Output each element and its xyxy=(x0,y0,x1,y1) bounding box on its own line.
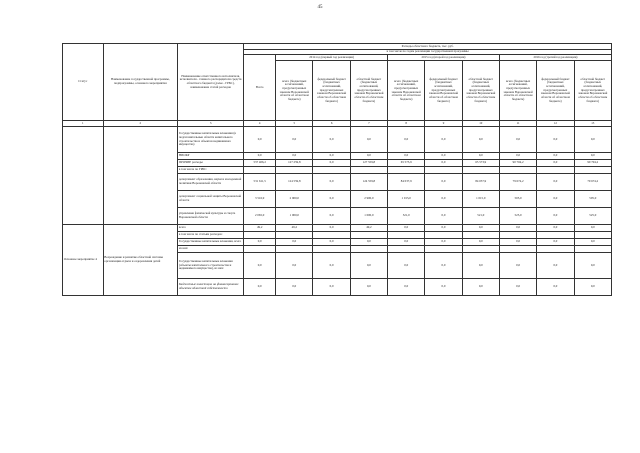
row-value: 521,0 xyxy=(388,208,425,225)
row-value: 0,0 xyxy=(276,253,313,279)
row-value: 2 065,0 xyxy=(244,208,276,225)
row-value: 0,0 xyxy=(388,253,425,279)
row-value: 124 559,8 xyxy=(276,174,313,191)
row-value: 0,0 xyxy=(462,225,499,232)
row-value xyxy=(244,246,276,253)
row-value xyxy=(388,246,425,253)
row-value: 0,0 xyxy=(462,127,499,153)
row-value: 1 000,0 xyxy=(276,208,313,225)
row-value xyxy=(425,246,462,253)
row-executor: всего xyxy=(178,225,244,232)
row-value xyxy=(462,246,499,253)
row-value: 0,0 xyxy=(499,279,536,296)
column-index: 4 xyxy=(244,121,276,127)
executor-header: Наименование ответственного исполнителя, исполнителя - главного распорядителя средств областного бюджета (далее - ГРБС), наименование статей расходов xyxy=(178,44,244,121)
row-value: 0,0 xyxy=(574,153,611,160)
row-value: 49,2 xyxy=(244,225,276,232)
row-value xyxy=(574,232,611,239)
row-executor: управление физической культуры и спорта Воронежской области xyxy=(178,208,244,225)
row-value: 0,0 xyxy=(350,127,387,153)
row-value xyxy=(537,246,574,253)
row-value: 0,0 xyxy=(574,225,611,232)
row-value xyxy=(499,232,536,239)
row-value: 0,0 xyxy=(499,239,536,246)
row-value: 0,0 xyxy=(388,225,425,232)
row-value: 0,0 xyxy=(276,127,313,153)
row-value: 90 704,2 xyxy=(499,160,536,167)
row-value: 0,0 xyxy=(425,174,462,191)
row-value: 0,0 xyxy=(425,191,462,208)
row-value xyxy=(499,167,536,174)
sub-col-regional: областной бюджет (бюджетных ассигнований, предусмотренных законом Воронежской области об областном бюджете) xyxy=(350,61,387,121)
event-status: Основное мероприятие 4 xyxy=(63,225,104,296)
row-value: 0,0 xyxy=(276,279,313,296)
sub-col-regional: областной бюджет (бюджетных ассигнований, предусмотренных законом Воронежской области об областном бюджете) xyxy=(574,61,611,121)
column-index: 6 xyxy=(313,121,350,127)
column-index: 2 xyxy=(103,121,178,127)
row-value: 1 015,0 xyxy=(462,191,499,208)
row-value: 0,0 xyxy=(537,174,574,191)
row-value xyxy=(313,167,350,174)
row-value xyxy=(425,232,462,239)
row-value: 0,0 xyxy=(537,153,574,160)
row-value: 0,0 xyxy=(276,239,313,246)
row-executor: Государственные капитальные вложения, всего xyxy=(178,239,244,246)
row-value: 0,0 xyxy=(425,239,462,246)
year-header-2015: 2015 год (второй год реализации) xyxy=(388,55,500,61)
row-value: 0,0 xyxy=(388,153,425,160)
row-value: 0,0 xyxy=(313,127,350,153)
row-value: 0,0 xyxy=(499,253,536,279)
sub-col-total: всего (бюджетных ассигнований, предусмотренных законом Воронежской области об областном бюджете) xyxy=(276,61,313,121)
expenses-title: Расходы областного бюджета, тыс. руб. xyxy=(244,44,612,50)
row-value: 0,0 xyxy=(388,127,425,153)
row-value: 49,2 xyxy=(350,225,387,232)
row-value: 0,0 xyxy=(499,127,536,153)
row-value: 0,0 xyxy=(574,253,611,279)
row-value: 525,0 xyxy=(574,208,611,225)
row-value: 3 516,9 xyxy=(244,191,276,208)
sub-col-federal: федеральный бюджет (бюджетных ассигнований, предусмотренных законом Воронежской области об областном бюджете) xyxy=(425,61,462,121)
row-value: 0,0 xyxy=(537,225,574,232)
year-header-2014: 2014 год (первый год реализации) xyxy=(276,55,388,61)
status-header: Статус xyxy=(63,44,104,121)
column-index: 7 xyxy=(350,121,387,127)
row-value: 0,0 xyxy=(425,208,462,225)
row-value xyxy=(350,246,387,253)
row-value: 0,0 xyxy=(537,279,574,296)
row-value: 0,0 xyxy=(462,239,499,246)
budget-table xyxy=(62,43,612,296)
row-value: 0,0 xyxy=(350,279,387,296)
column-index: 1 xyxy=(63,121,104,127)
row-value: 0,0 xyxy=(244,279,276,296)
row-value: 537 406,2 xyxy=(244,160,276,167)
row-value: 0,0 xyxy=(425,160,462,167)
row-executor: в том числе по статьям расходов: xyxy=(178,232,244,239)
table-row xyxy=(63,127,612,153)
column-index: 3 xyxy=(178,121,244,127)
row-value: 0,0 xyxy=(425,153,462,160)
page-number: 45 xyxy=(317,5,323,10)
row-value: 0,0 xyxy=(313,191,350,208)
row-value xyxy=(350,232,387,239)
row-value xyxy=(425,167,462,174)
row-executor: департамент социальной защиты Воронежской области xyxy=(178,191,244,208)
row-value: 0,0 xyxy=(244,239,276,246)
row-executor: ПРОЧИЕ расходы xyxy=(178,160,244,167)
row-value: 0,0 xyxy=(537,127,574,153)
row-value xyxy=(462,167,499,174)
row-value: 0,0 xyxy=(462,253,499,279)
program-cell-empty xyxy=(103,127,178,225)
row-value: 0,0 xyxy=(425,279,462,296)
row-value: 531 611,5 xyxy=(244,174,276,191)
row-value: 0,0 xyxy=(244,153,276,160)
row-value xyxy=(276,167,313,174)
row-value: 0,0 xyxy=(388,279,425,296)
sub-col-total: всего (бюджетных ассигнований, предусмотренных законом Воронежской области об областном бюджете) xyxy=(499,61,536,121)
row-value: 0,0 xyxy=(276,153,313,160)
row-value: 0,0 xyxy=(313,253,350,279)
sub-col-total: всего (бюджетных ассигнований, предусмотренных законом Воронежской области об областном бюджете) xyxy=(388,61,425,121)
row-value: 0,0 xyxy=(537,160,574,167)
row-value: 0,0 xyxy=(537,253,574,279)
row-value: 0,0 xyxy=(313,225,350,232)
row-value: 0,0 xyxy=(462,153,499,160)
column-index: 11 xyxy=(499,121,536,127)
column-index: 12 xyxy=(537,121,574,127)
row-value: 65 573,9 xyxy=(388,160,425,167)
row-value: 84 037,9 xyxy=(462,174,499,191)
row-value xyxy=(313,232,350,239)
row-value xyxy=(388,167,425,174)
row-value: 49,2 xyxy=(276,225,313,232)
row-value: 0,0 xyxy=(244,253,276,279)
row-value xyxy=(313,246,350,253)
column-index: 9 xyxy=(425,121,462,127)
event-name: Возрождение и развитие областной системы организации отдыха и оздоровления детей xyxy=(103,225,178,296)
row-value: 79 674,2 xyxy=(499,174,536,191)
sub-col-regional: областной бюджет (бюджетных ассигнований, предусмотренных законом Воронежской области об областном бюджете) xyxy=(462,61,499,121)
row-value xyxy=(537,232,574,239)
row-value xyxy=(276,246,313,253)
column-index: 13 xyxy=(574,121,611,127)
row-value xyxy=(244,167,276,174)
expenses-subtitle: в том числе по годам реализации государственной программы xyxy=(244,49,612,55)
row-value xyxy=(574,167,611,174)
row-value xyxy=(388,232,425,239)
row-value: 127 559,8 xyxy=(350,160,387,167)
row-value: 525,0 xyxy=(499,208,536,225)
row-value: 0,0 xyxy=(499,153,536,160)
row-value: 0,0 xyxy=(313,239,350,246)
row-value: 0,0 xyxy=(350,253,387,279)
row-value: 0,0 xyxy=(462,279,499,296)
row-value: 0,0 xyxy=(574,239,611,246)
row-value: 0,0 xyxy=(537,239,574,246)
row-value xyxy=(276,232,313,239)
row-executor: Бюджетные инвестиции на финансирование объектов областной собственности xyxy=(178,279,244,296)
row-value: 0,0 xyxy=(313,153,350,160)
status-cell-empty xyxy=(63,127,104,225)
row-executor: НИОКР xyxy=(178,153,244,160)
row-value xyxy=(574,246,611,253)
program-header: Наименование государственной программы, подпрограммы, основного мероприятия xyxy=(103,44,178,121)
row-value: 0,0 xyxy=(499,225,536,232)
row-executor: Государственные капитальные вложения (в подготовительные области капитального строительства и объектов недвижимого имущества) xyxy=(178,127,244,153)
row-value: 0,0 xyxy=(244,127,276,153)
row-value: 0,0 xyxy=(350,239,387,246)
row-value: 0,0 xyxy=(537,191,574,208)
row-value: 0,0 xyxy=(388,239,425,246)
sub-col-federal: федеральный бюджет (бюджетных ассигнований, предусмотренных законом Воронежской области об областном бюджете) xyxy=(313,61,350,121)
sub-col-federal: федеральный бюджет (бюджетных ассигнований, предусмотренных законом Воронежской области об областном бюджете) xyxy=(537,61,574,121)
row-executor: департамент образования, науки и молодежной политики Воронежской области xyxy=(178,174,244,191)
column-index: 10 xyxy=(462,121,499,127)
row-value: 0,0 xyxy=(313,279,350,296)
column-index: 5 xyxy=(276,121,313,127)
row-value xyxy=(244,232,276,239)
row-value xyxy=(537,167,574,174)
row-value: 0,0 xyxy=(313,160,350,167)
row-value: 0,0 xyxy=(574,127,611,153)
row-value: 505,0 xyxy=(574,191,611,208)
row-value: 2 900,0 xyxy=(350,191,387,208)
column-index: 8 xyxy=(388,121,425,127)
row-value xyxy=(462,232,499,239)
row-value xyxy=(499,246,536,253)
row-value: 84 037,9 xyxy=(388,174,425,191)
row-value: 90 704,2 xyxy=(574,160,611,167)
row-executor: Государственные капитальные вложения (объекты капитального строительства и недвижимого имущества), из них: xyxy=(178,253,244,279)
row-value: 1 000,0 xyxy=(350,208,387,225)
year-header-2016: 2016 год (третий год реализации) xyxy=(499,55,611,61)
row-value: 0,0 xyxy=(425,127,462,153)
row-value: 124 559,8 xyxy=(350,174,387,191)
row-value: 0,0 xyxy=(425,225,462,232)
row-value: 0,0 xyxy=(313,208,350,225)
row-executor: в том числе по ГРБС: xyxy=(178,167,244,174)
row-value xyxy=(350,167,387,174)
row-value: 0,0 xyxy=(350,153,387,160)
table-row xyxy=(63,225,612,232)
row-value: 0,0 xyxy=(537,208,574,225)
row-value: 127 259,8 xyxy=(276,160,313,167)
row-value: 521,0 xyxy=(462,208,499,225)
row-value: 79 674,2 xyxy=(574,174,611,191)
row-value: 65 573,9 xyxy=(462,160,499,167)
row-value: 1 015,0 xyxy=(388,191,425,208)
row-value: 0,0 xyxy=(313,174,350,191)
row-value: 0,0 xyxy=(425,253,462,279)
row-value: 0,0 xyxy=(574,279,611,296)
total-header: Всего xyxy=(244,55,276,121)
row-executor: из них: xyxy=(178,246,244,253)
row-value: 2 900,0 xyxy=(276,191,313,208)
row-value: 505,0 xyxy=(499,191,536,208)
